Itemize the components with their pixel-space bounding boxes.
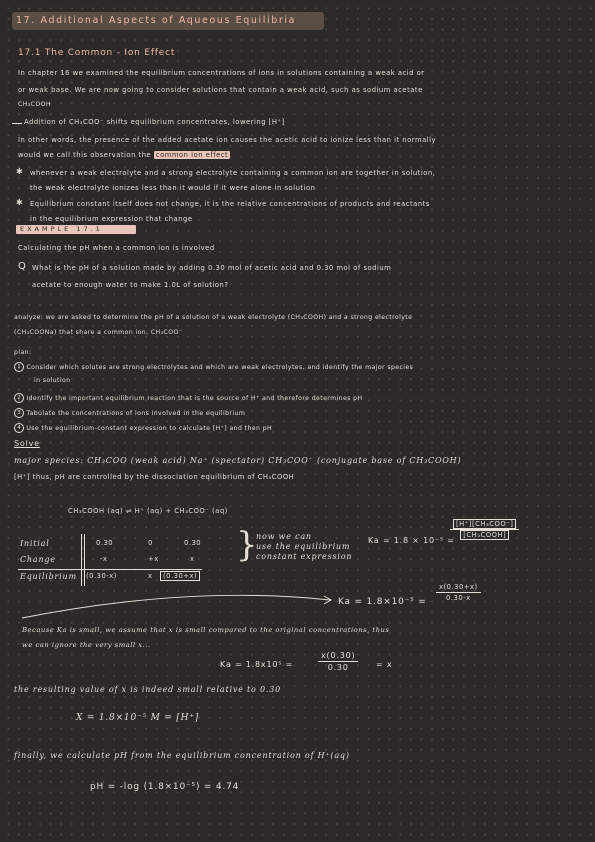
ka-simplified-denominator: 0.30 xyxy=(327,663,349,672)
major-species-line-2: [H⁺] thus, pH are controlled by the dissociation equilibrium of CH₃COOH xyxy=(14,473,295,481)
section-heading: 17.1 The Common - Ion Effect xyxy=(18,48,176,58)
ice-eq-acid: (0.30-x) xyxy=(86,572,117,580)
brace-note-3: constant expression xyxy=(256,552,353,561)
question-marker: Q xyxy=(18,261,27,272)
ka-simplified-rhs: = x xyxy=(376,660,393,669)
intro-line-2: or weak base. We are now going to consider solutions that contain a weak acid, such as sodium acetate xyxy=(18,86,423,94)
plan-step-2-text: Identify the important equilibrium reaction that is the source of H⁺ and therefore determines pH xyxy=(26,395,363,402)
because-line-1: Because Ka is small, we assume that x is small compared to the original concentrations, thus xyxy=(22,626,390,634)
brace-symbol: } xyxy=(236,525,258,565)
bullet-1-line-2: the weak electrolyte ionizes less than it would if it were alone in solution xyxy=(30,184,316,192)
ice-row-change-label: Change xyxy=(20,555,56,564)
ice-initial-h: 0 xyxy=(148,539,153,547)
ka-substituted-fraction xyxy=(436,583,481,602)
because-line-2: we can ignore the very small x... xyxy=(22,641,151,649)
ice-change-base: x xyxy=(190,555,195,563)
resulting-line: the resulting value of x is indeed small relative to 0.30 xyxy=(14,685,281,694)
ka-substituted-denominator: 0.30-x xyxy=(446,594,471,602)
ice-eq-h: x xyxy=(148,572,153,580)
analyze-line-2: (CH₃COONa) that share a common ion, CH₃COO⁻ xyxy=(14,329,183,336)
example-title: Calculating the pH when a common ion is involved xyxy=(18,244,215,252)
ka-simplified-numerator: x(0.30) xyxy=(318,651,358,662)
ka-simplified-fraction xyxy=(318,651,358,672)
brace-note-1: now we can xyxy=(256,532,312,541)
step-number-3: 3 xyxy=(14,408,24,418)
step-number-1: 1 xyxy=(14,362,24,372)
step-number-2: 2 xyxy=(14,393,24,403)
intro-line-3: CH₃COOH xyxy=(18,101,51,108)
question-line-1: What is the pH of a solution made by adding 0.30 mol of acetic acid and 0.30 mol of sodium xyxy=(32,264,392,272)
x-value-line: X = 1.8×10⁻⁵ M = [H⁺] xyxy=(76,713,200,723)
other-words-prefix: would we call this observation the xyxy=(18,151,152,159)
bullet-1-line-1: whenever a weak electrolyte and a strong electrolyte containing a common ion are together in solution, xyxy=(30,169,436,177)
step-number-4: 4 xyxy=(14,423,24,433)
common-ion-effect-highlight: common ion effect xyxy=(155,151,229,159)
ice-eq-base-value: (0.30+x) xyxy=(160,571,200,581)
bullet-2-line-1: Equilibrium constant itself does not change, it is the relative concentrations of products and reactants xyxy=(30,200,430,208)
example-label: EXAMPLE 17.1 xyxy=(20,225,103,233)
bullet-2-marker: ✱ xyxy=(16,198,24,207)
brace-note-2: use the equilibrium xyxy=(256,542,351,551)
plan-step-3-text: Tabulate the concentrations of ions involved in the equilibrium xyxy=(26,410,246,417)
ka-denominator-box: [CH₃COOH] xyxy=(460,530,509,540)
ice-row-equilibrium-label: Equilibrium xyxy=(20,572,77,581)
ka-numerator-box: [H⁺][CH₃COO⁻] xyxy=(453,519,516,529)
question-line-2: acetate to enough water to make 1.0L of solution? xyxy=(32,281,229,289)
finally-line: finally, we calculate pH from the equilibrium concentration of H⁺(aq) xyxy=(14,751,350,760)
plan-label: plan: xyxy=(14,349,32,356)
ka-simplified-lhs: Ka = 1.8x10⁵ = xyxy=(220,660,294,669)
dissociation-equation: CH₃COOH (aq) ⇌ H⁺ (aq) + CH₃COO⁻ (aq) xyxy=(68,507,228,515)
major-species-line-1: major species: CH₃COO (weak acid) Na⁺ (spectator) CH₃COO⁻ (conjugate base of CH₃COOH) xyxy=(14,456,462,465)
other-words-line-1: In other words, the presence of the added acetate ion causes the acetic acid to ionize less than it normally xyxy=(18,136,437,144)
plan-step-4-text: Use the equilibrium-constant expression to calculate [H⁺] and then pH xyxy=(26,425,273,432)
plan-step-1-text: Consider which solutes are strong electrolytes and which are weak electrolytes, and identify the major species xyxy=(26,364,414,371)
ka-substituted-numerator: x(0.30+x) xyxy=(436,583,481,593)
ka-substituted-lhs: Ka = 1.8×10⁻⁵ = xyxy=(338,597,427,607)
bullet-2-line-2: in the equilibrium expression that change xyxy=(30,215,193,223)
analyze-line-1: analyze: we are asked to determine the pH of a solution of a weak electrolyte (CH₃COOH) and a strong electrolyte xyxy=(14,314,413,321)
intro-line-1: In chapter 16 we examined the equilibrium concentrations of ions in solutions containing a weak acid or xyxy=(18,69,425,77)
addition-line: Addition of CH₃COO⁻ shifts equilibrium concentrates, lowering [H⁺] xyxy=(24,118,285,126)
bullet-1-marker: ✱ xyxy=(16,167,24,176)
ice-initial-acid: 0.30 xyxy=(96,539,114,547)
ka-expression-lhs: Ka = 1.8 × 10⁻⁵ = xyxy=(368,536,455,545)
page-title: 17. Additional Aspects of Aqueous Equilibria xyxy=(16,15,297,26)
ph-value-line: pH = -log (1.8×10⁻⁵) = 4.74 xyxy=(90,782,240,792)
ice-change-h: +x xyxy=(148,555,159,563)
ice-change-acid: -x xyxy=(100,555,108,563)
plan-step-1-cont: in solution xyxy=(34,377,71,384)
ice-row-initial-label: Initial xyxy=(20,539,50,548)
solve-label: Solve xyxy=(14,439,40,448)
ice-initial-base: 0.30 xyxy=(184,539,202,547)
